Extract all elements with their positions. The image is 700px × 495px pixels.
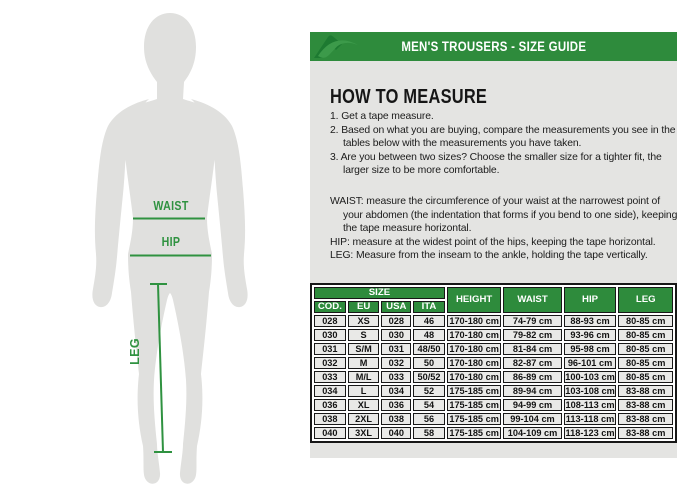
size-cell: 033 [314, 371, 346, 383]
size-cell: 83-88 cm [618, 385, 673, 397]
size-cell: 83-88 cm [618, 399, 673, 411]
size-cell: 028 [314, 315, 346, 327]
size-cell: S [348, 329, 380, 341]
size-cell: 036 [314, 399, 346, 411]
size-cell: 50/52 [413, 371, 445, 383]
table-row [314, 385, 673, 397]
size-cell: 2XL [348, 413, 380, 425]
size-cell: 034 [314, 385, 346, 397]
size-cell: 93-96 cm [564, 329, 617, 341]
size-cell: 033 [381, 371, 411, 383]
size-cell: 175-185 cm [447, 427, 502, 439]
size-group-header: SIZE [314, 287, 445, 299]
column-header-cod: COD. [314, 301, 346, 313]
size-cell: 48 [413, 329, 445, 341]
table-row [314, 357, 673, 369]
size-cell: 3XL [348, 427, 380, 439]
table-row [314, 413, 673, 425]
size-cell: 103-108 cm [565, 386, 615, 396]
brand-logo-icon [313, 33, 359, 60]
leg-label: LEG [128, 338, 142, 365]
size-cell: 040 [381, 427, 411, 439]
size-cell: 54 [413, 399, 445, 411]
size-cell: XS [348, 315, 380, 327]
column-header-eu: EU [348, 301, 380, 313]
size-cell: S/M [348, 343, 380, 355]
table-row [314, 427, 673, 439]
page-title: MEN'S TROUSERS - SIZE GUIDE [401, 39, 586, 54]
size-cell: 48/50 [413, 343, 445, 355]
size-cell: 170-180 cm [447, 329, 502, 341]
size-cell: 89-94 cm [503, 385, 561, 397]
column-header-ita: ITA [413, 301, 445, 313]
size-cell: 175-185 cm [447, 385, 502, 397]
size-cell: 034 [381, 385, 411, 397]
size-cell: 80-85 cm [618, 343, 673, 355]
size-cell: 113-118 cm [564, 413, 617, 425]
size-cell: 175-185 cm [447, 413, 502, 425]
size-cell: 83-88 cm [618, 413, 673, 425]
size-cell: 170-180 cm [447, 315, 502, 327]
table-row [314, 315, 673, 327]
how-to-measure-heading: HOW TO MEASURE [330, 86, 488, 108]
size-cell: 175-185 cm [447, 399, 502, 411]
size-cell: 86-89 cm [503, 371, 561, 383]
measure-step: 3. Are you between two sizes? Choose the smaller size for a tighter fit, the larger size to be more comfortable. [330, 151, 662, 177]
size-cell: XL [348, 399, 380, 411]
panel-header-bar [310, 32, 677, 61]
size-cell: 170-180 cm [447, 343, 502, 355]
measure-definition: LEG: Measure from the inseam to the ankle, holding the tape vertically. [330, 250, 648, 262]
size-cell: 81-84 cm [503, 343, 561, 355]
table-row [314, 329, 673, 341]
table-row [314, 399, 673, 411]
size-cell: 83-88 cm [618, 427, 673, 439]
size-cell: 82-87 cm [503, 357, 561, 369]
size-guide-panel [310, 32, 677, 458]
size-cell: 170-180 cm [447, 371, 502, 383]
size-cell: 031 [314, 343, 346, 355]
size-cell: 038 [314, 413, 346, 425]
size-cell: 032 [381, 357, 411, 369]
size-cell: 95-98 cm [564, 343, 617, 355]
size-cell: 52 [413, 385, 445, 397]
measure-definition: WAIST: measure the circumference of your waist at the narrowest point of your abdomen (the indentation that forms if you bend to one side), keeping the tape measure horizontal. [330, 196, 678, 235]
size-cell: 80-85 cm [618, 357, 673, 369]
size-cell: 170-180 cm [447, 357, 502, 369]
table-row [314, 343, 673, 355]
column-header-usa: USA [381, 301, 411, 313]
size-cell: 104-109 cm [503, 427, 561, 439]
size-cell: 100-103 cm [565, 372, 615, 382]
size-cell: 108-113 cm [565, 400, 615, 410]
panel-content [310, 61, 677, 458]
size-cell: 032 [314, 357, 346, 369]
waist-label: WAIST [153, 199, 189, 213]
measure-step: 1. Get a tape measure. [330, 111, 434, 122]
measure-step: 2. Based on what you are buying, compare the measurements you see in the tables below with the measurements you have taken. [330, 124, 676, 150]
measure-definitions-list [330, 195, 682, 263]
size-cell: 118-123 cm [565, 428, 615, 438]
size-cell: 040 [314, 427, 346, 439]
measure-steps-list [330, 110, 682, 178]
table-group-header-row [314, 287, 673, 299]
size-cell: 030 [381, 329, 411, 341]
size-cell: 028 [381, 315, 411, 327]
size-cell: M [348, 357, 380, 369]
size-cell: 036 [381, 399, 411, 411]
size-cell: 46 [413, 315, 445, 327]
size-cell: 80-85 cm [618, 371, 673, 383]
size-cell: 94-99 cm [503, 399, 561, 411]
size-cell: 80-85 cm [618, 329, 673, 341]
size-cell: 99-104 cm [503, 413, 561, 425]
column-header-hip: HIP [564, 287, 617, 313]
size-cell: M/L [348, 371, 380, 383]
size-cell: 79-82 cm [503, 329, 561, 341]
size-cell: 88-93 cm [564, 315, 617, 327]
size-cell: 030 [314, 329, 346, 341]
column-header-leg: LEG [618, 287, 673, 313]
size-cell: 038 [381, 413, 411, 425]
hip-label: HIP [161, 235, 181, 249]
size-cell: 58 [413, 427, 445, 439]
size-cell: 56 [413, 413, 445, 425]
size-cell: 50 [413, 357, 445, 369]
size-cell: 74-79 cm [503, 315, 561, 327]
size-cell: 96-101 cm [564, 357, 617, 369]
size-cell: 80-85 cm [618, 315, 673, 327]
column-header-waist: WAIST [503, 287, 561, 313]
table-row [314, 371, 673, 383]
measure-definition: HIP: measure at the widest point of the hips, keeping the tape horizontal. [330, 236, 656, 248]
size-cell: L [348, 385, 380, 397]
column-header-height: HEIGHT [447, 287, 502, 313]
size-cell: 031 [381, 343, 411, 355]
size-table [310, 283, 677, 443]
